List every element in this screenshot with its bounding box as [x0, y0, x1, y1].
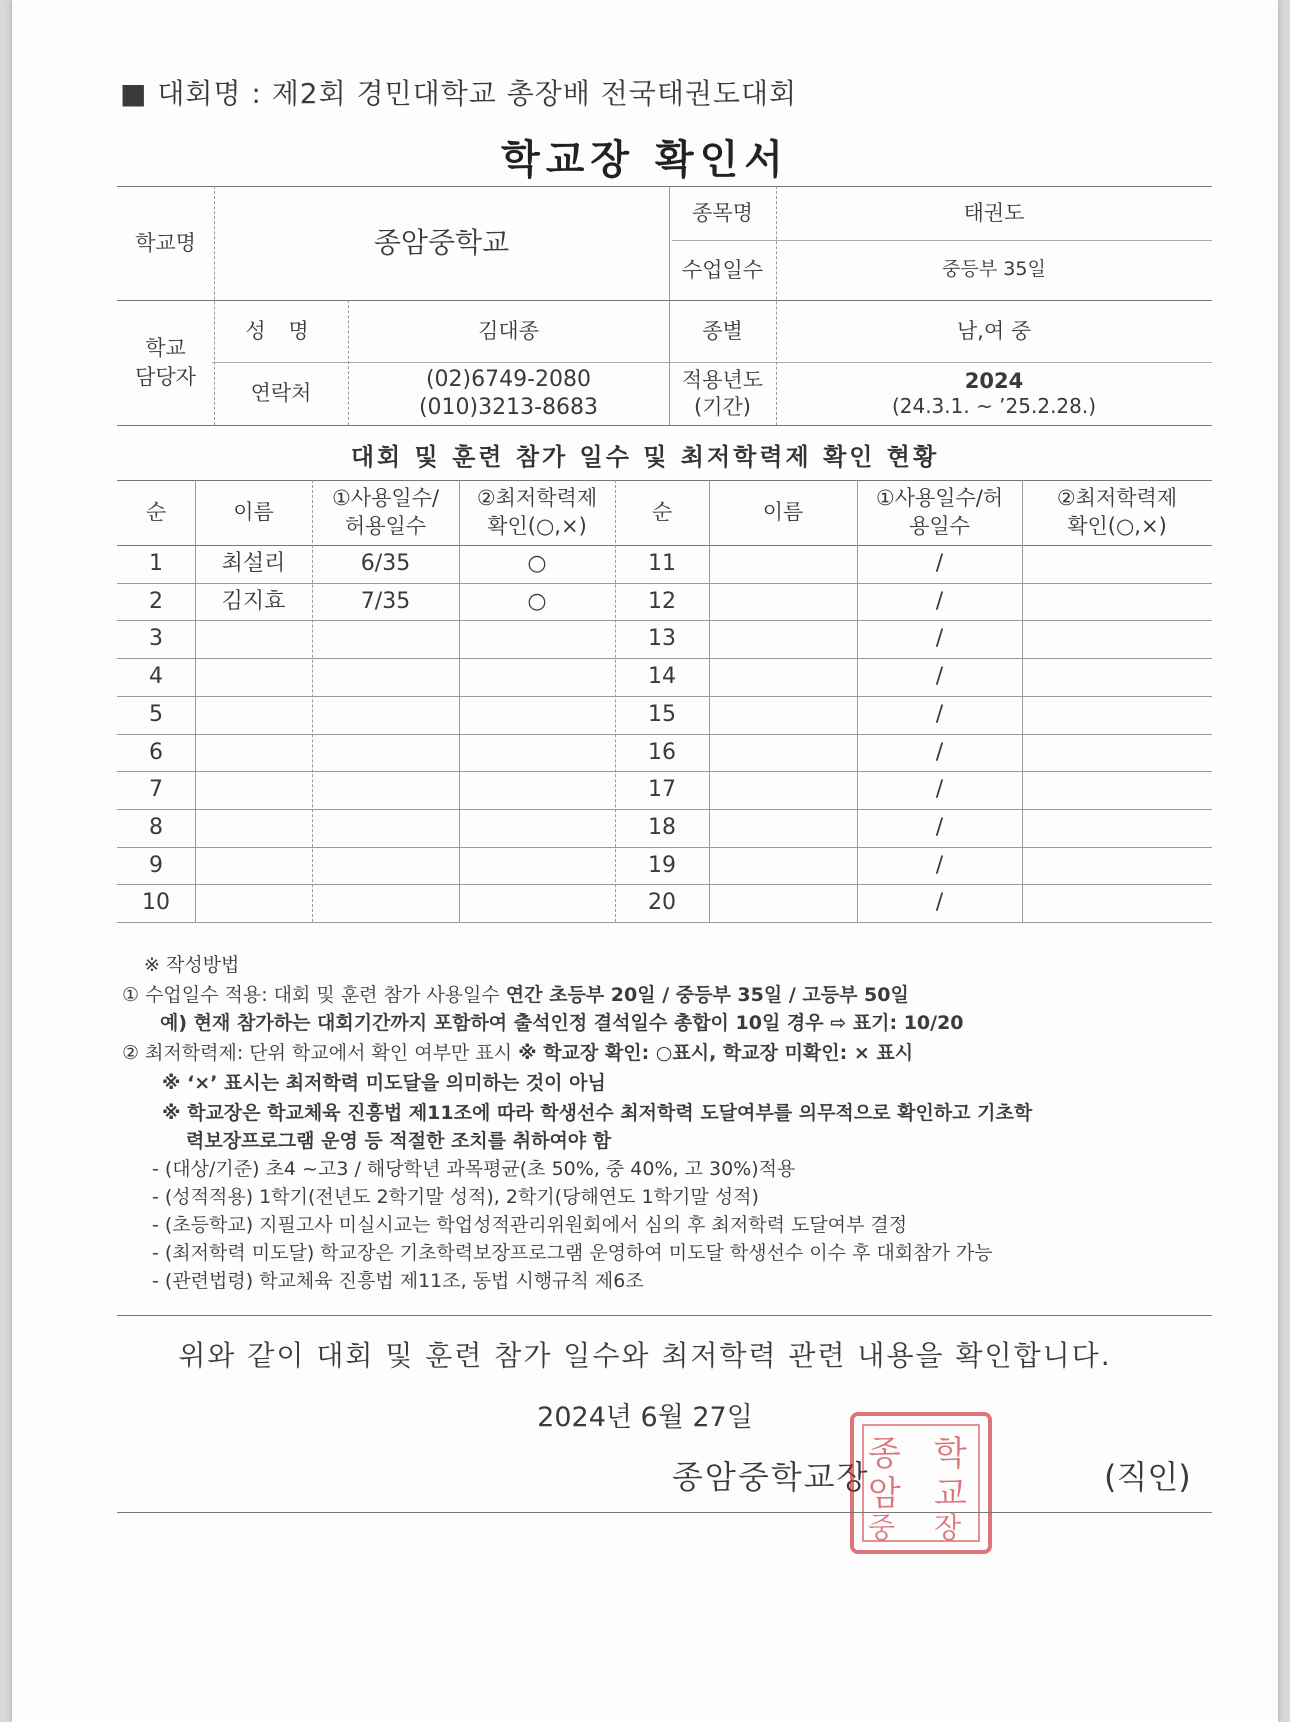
header-days-right-line-2: 용일수: [909, 513, 970, 538]
note-4-line-1: ※ 학교장은 학교체육 진흥법 제11조에 따라 학생선수 최저학력 도달여부를 의무적으로 확인하고 기초학: [162, 1102, 1033, 1124]
row-number: 6: [149, 739, 163, 765]
row-days: [312, 734, 459, 772]
gender-label: 종별: [702, 318, 743, 343]
row-number-right: 14: [648, 664, 676, 690]
row-number: 7: [149, 777, 163, 803]
row-check: [459, 809, 615, 847]
row-days: [312, 884, 459, 922]
note-1: [122, 980, 909, 1007]
row-number-right: 18: [648, 814, 676, 840]
note-4-line-2: 력보장프로그램 운영 등 적절한 조치를 취하여야 함: [186, 1130, 612, 1152]
contest-name: ■ 대회명 : 제2회 경민대학교 총장배 전국태권도대회: [120, 77, 798, 110]
header-check-right-line-2: 확인(○,×): [1067, 513, 1167, 538]
staff-label-line-2: 담당자: [135, 364, 196, 389]
row-name: 김지효: [221, 588, 286, 614]
row-days-right: /: [935, 588, 944, 614]
principal-name: 종암중학교장: [672, 1458, 870, 1496]
staff-label: [117, 300, 214, 425]
year-value: 2024: [964, 368, 1024, 393]
header-check-line-1: ②최저학력제: [476, 486, 598, 511]
note-1-example-b: 출석인정 결석일수 총합이 10일 경우 ⇨ 표기: 10/20: [513, 1012, 964, 1034]
confirm-statement: 위와 같이 대회 및 훈련 참가 일수와 최저학력 관련 내용을 확인합니다.: [178, 1339, 1112, 1372]
contact-phone-2: (010)3213-8683: [418, 394, 599, 420]
row-days-right: /: [935, 852, 944, 878]
row-name: [195, 884, 312, 922]
staff-label-line-1: 학교: [145, 336, 186, 361]
seal-char-4: 학: [934, 1434, 967, 1474]
row-name: [195, 734, 312, 772]
row-days: [312, 696, 459, 734]
header-name-right: 이름: [762, 500, 804, 525]
row-days: [312, 620, 459, 658]
row-name: [195, 771, 312, 809]
document-page: [12, 0, 1278, 1722]
days-label: 수업일수: [681, 257, 764, 282]
table-row-divider: [117, 922, 1212, 923]
contact-values: [348, 362, 669, 425]
row-number-right: 11: [648, 551, 676, 576]
row-number: 5: [149, 701, 163, 727]
note-1-text: ① 수업일수 적용: 대회 및 훈련 참가 사용일수: [122, 984, 506, 1006]
row-number: 8: [149, 814, 163, 840]
header-days-line-2: 허용일수: [344, 513, 427, 538]
header-days-line-1: ①사용일수/: [331, 486, 440, 511]
row-days-right: /: [935, 626, 944, 652]
row-check: [459, 658, 615, 696]
period-value: (24.3.1. ~ ’25.2.28.): [891, 394, 1097, 419]
note-1-bold: 연간 초등부 20일 / 중등부 35일 / 고등부 50일: [505, 984, 909, 1006]
row-days-right: /: [935, 814, 944, 840]
row-number-right: 20: [648, 890, 676, 916]
row-check: [459, 847, 615, 885]
row-check: ○: [527, 551, 547, 576]
row-days-right: /: [935, 551, 944, 576]
row-days: [312, 658, 459, 696]
note-2-text: ② 최저학력제: 단위 학교에서 확인 여부만 표시: [122, 1042, 519, 1064]
row-check: [459, 734, 615, 772]
row-check: [459, 771, 615, 809]
row-number-right: 17: [648, 777, 676, 803]
note-1-example: [160, 1008, 964, 1035]
name-label: 성 명: [245, 318, 317, 343]
seal-char-5: 교: [934, 1474, 967, 1514]
row-check: [459, 884, 615, 922]
school-label: 학교명: [135, 230, 196, 255]
row-days-right: /: [935, 664, 944, 690]
contact-label: 연락처: [250, 381, 312, 406]
row-check: ○: [527, 588, 547, 614]
row-days-right: /: [935, 777, 944, 803]
row-number: 4: [149, 664, 163, 690]
issue-date: 2024년 6월 27일: [537, 1402, 753, 1433]
note-1-example-a: 예) 현재 참가하는 대회기간까지 포함하여: [160, 1012, 514, 1034]
header-check-right-line-1: ②최저학력제: [1056, 486, 1178, 511]
header-days-right-line-1: ①사용일수/허: [875, 486, 1004, 511]
detail-5: - (관련법령) 학교체육 진흥법 제11조, 동법 시행규칙 제6조: [152, 1270, 644, 1292]
row-days-right: /: [935, 890, 944, 916]
seal-char-6: 장: [934, 1511, 962, 1544]
event-value: 태권도: [963, 200, 1025, 225]
year-label-line-1: 적용년도: [681, 368, 764, 393]
header-check-right: [1022, 480, 1212, 545]
row-name: [195, 809, 312, 847]
row-check: [459, 696, 615, 734]
header-days-right: [857, 480, 1022, 545]
days-value: 중등부 35일: [942, 258, 1046, 281]
header-name: 이름: [233, 500, 274, 525]
header-no: 순: [145, 500, 167, 525]
detail-1: - (대상/기준) 초4 ~고3 / 해당학년 과목평균(초 50%, 중 40%, 고 30%)적용: [152, 1158, 796, 1180]
notes-title: ※ 작성방법: [144, 954, 240, 976]
row-days: 6/35: [360, 551, 411, 576]
row-days-right: /: [935, 701, 944, 727]
header-no-right: 순: [651, 500, 673, 525]
row-days: [312, 809, 459, 847]
header-check: [459, 480, 615, 545]
row-number: 9: [149, 852, 163, 878]
row-number-right: 12: [648, 588, 676, 614]
detail-4: - (최저학력 미도달) 학교장은 기초학력보장프로그램 운영하여 미도달 학생선수 이수 후 대회참가 가능: [152, 1242, 993, 1264]
year-label-line-2: (기간): [694, 394, 751, 419]
contact-phone-1: (02)6749-2080: [425, 367, 592, 392]
seal-char-2: 암: [868, 1474, 901, 1514]
row-check: [459, 620, 615, 658]
official-seal: [850, 1412, 992, 1554]
seal-label: (직인): [1104, 1458, 1191, 1496]
row-number-right: 15: [648, 701, 676, 727]
row-days: [312, 847, 459, 885]
row-days: 7/35: [360, 588, 411, 614]
name-value: 김대종: [478, 318, 539, 343]
row-name: 최설리: [221, 551, 286, 576]
row-name: [195, 696, 312, 734]
row-number-right: 19: [648, 852, 676, 878]
row-number: 2: [149, 588, 163, 614]
event-label: 종목명: [692, 200, 753, 225]
section-heading: 대회 및 훈련 참가 일수 및 최저학력제 확인 현황: [350, 443, 940, 471]
document-title: 학교장 확인서: [501, 137, 789, 183]
row-days-right: /: [935, 739, 944, 765]
row-name: [195, 620, 312, 658]
seal-char-1: 종: [868, 1434, 901, 1474]
header-check-line-2: 확인(○,×): [487, 513, 587, 538]
row-name: [195, 658, 312, 696]
row-number-right: 13: [648, 626, 676, 652]
header-days: [312, 480, 459, 545]
year-label: [669, 362, 776, 425]
school-value: 종암중학교: [373, 226, 510, 260]
row-name: [195, 847, 312, 885]
row-number: 10: [142, 890, 170, 916]
detail-3: - (초등학교) 지필고사 미실시교는 학업성적관리위원회에서 심의 후 최저학력 도달여부 결정: [152, 1214, 908, 1236]
row-days: [312, 771, 459, 809]
row-number: 1: [149, 551, 163, 576]
year-values: [776, 362, 1212, 425]
note-2-bold: ※ 학교장 확인: ○표시, 학교장 미확인: × 표시: [518, 1042, 914, 1064]
seal-char-3: 중: [868, 1511, 896, 1544]
row-number-right: 16: [648, 739, 676, 765]
detail-2: - (성적적용) 1학기(전년도 2학기말 성적), 2학기(당해연도 1학기말 성적): [152, 1186, 759, 1208]
row-number: 3: [149, 626, 163, 652]
note-2: [122, 1038, 913, 1065]
note-3: ※ ‘×’ 표시는 최저학력 미도달을 의미하는 것이 아님: [162, 1072, 606, 1094]
gender-value: 남,여 중: [956, 318, 1032, 343]
